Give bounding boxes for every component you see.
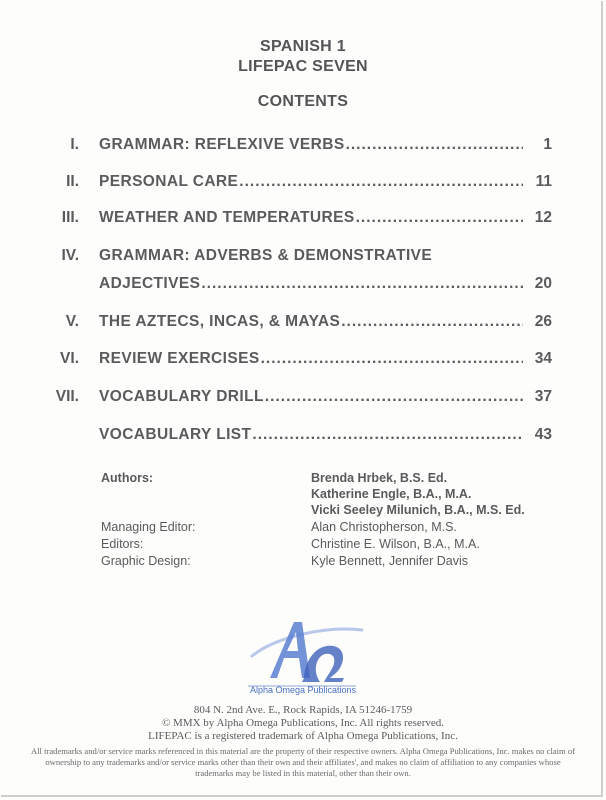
graphic-design-label: Graphic Design: [101,554,191,568]
toc-label: GRAMMAR: ADVERBS & DEMONSTRATIVE [99,247,433,264]
author-name: Vicki Seeley Milunich, B.A., M.S. Ed. [311,503,525,517]
author-name: Brenda Hrbek, B.S. Ed. [311,471,448,485]
toc-number: II. [66,173,79,190]
toc-leader [239,173,523,191]
toc-label: REVIEW EXERCISES [99,350,260,367]
toc-label: GRAMMAR: REFLEXIVE VERBS [99,136,345,153]
legal-disclaimer: All trademarks and/or service marks referenced in this material are the property of their respective owners. Alpha Omega Publications, Inc. makes no claim of ownership to any trademarks and/or service marks other than their own and their affiliates', and makes no claim of affiliation to any companies whose trademarks may be listed in this material, other than their own. [30,746,576,778]
toc-entry-7[interactable] [0,388,606,408]
toc-entry-3[interactable] [0,209,606,229]
toc-number: IV. [61,247,79,264]
toc-label: VOCABULARY LIST [99,426,252,443]
toc-entry-5[interactable] [0,313,606,333]
toc-number: VI. [60,350,79,367]
toc-entry-2[interactable] [0,173,606,193]
toc-leader [356,209,523,227]
authors-label: Authors: [101,471,154,485]
managing-editor-name: Alan Christopherson, M.S. [311,520,457,534]
managing-editor-label: Managing Editor: [101,520,196,534]
toc-page-number: 1 [543,136,552,153]
toc-leader [261,350,523,368]
toc-label: THE AZTECS, INCAS, & MAYAS [99,313,341,330]
toc-label: PERSONAL CARE [99,173,239,190]
toc-label: VOCABULARY DRILL [99,388,264,405]
toc-label: ADJECTIVES [99,275,201,292]
toc-leader [252,426,523,444]
subject-title: SPANISH 1 [260,38,346,55]
graphic-design-names: Kyle Bennett, Jennifer Davis [311,554,469,568]
toc-entry-4-line1[interactable] [0,247,606,267]
lifepac-title: LIFEPAC SEVEN [238,58,368,75]
toc-page-number: 11 [535,173,552,190]
editors-label: Editors: [101,537,144,551]
toc-page-number: 26 [534,313,552,330]
toc-number: I. [70,136,79,153]
toc-page-number: 12 [534,209,552,226]
toc-number: III. [61,209,79,226]
toc-leader [265,388,523,406]
toc-number: V. [65,313,79,330]
toc-page-number: 37 [534,388,552,405]
editors-name: Christine E. Wilson, B.A., M.A. [311,537,480,551]
toc-entry-1[interactable] [0,136,606,156]
publisher-address: 804 N. 2nd Ave. E., Rock Rapids, IA 51246-1759 [193,704,413,716]
toc-entry-6[interactable] [0,350,606,370]
toc-leader [341,313,523,331]
toc-number: VII. [55,388,79,405]
toc-entry-8[interactable] [0,426,606,446]
publisher-logo-text: Alpha Omega Publications [249,685,357,695]
copyright-notice: © MMX by Alpha Omega Publications, Inc. All rights reserved. [161,717,445,729]
toc-label: WEATHER AND TEMPERATURES [99,209,355,226]
contents-heading: CONTENTS [257,93,349,110]
toc-page-number: 34 [534,350,552,367]
author-name: Katherine Engle, B.A., M.A. [311,487,472,501]
trademark-notice: LIFEPAC is a registered trademark of Alpha Omega Publications, Inc. [148,730,458,742]
toc-page-number: 43 [534,426,552,443]
toc-leader [201,275,523,293]
toc-entry-4[interactable] [0,275,606,295]
toc-page-number: 20 [534,275,552,292]
toc-leader [346,136,523,154]
